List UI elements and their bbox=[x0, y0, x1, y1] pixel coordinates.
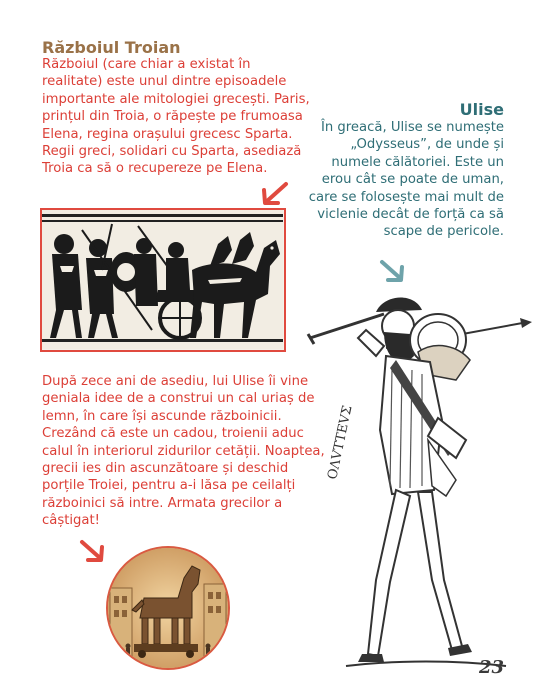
ulise-paragraph: În greacă, Ulise se numește „Odysseus”, de unde și numele călătoriei. Este un erou cât se poate de uman, care se folosește mai mult de viclenie decât de forță ca să scape de pericole. bbox=[308, 120, 504, 240]
troy-heading: Războiul Troian bbox=[42, 38, 181, 57]
teal-arrow-icon bbox=[378, 258, 408, 286]
page-number: 23 bbox=[478, 657, 504, 678]
hero-inscription: OΛVTTEVΣ bbox=[325, 404, 356, 481]
trojan-horse-image bbox=[106, 546, 230, 670]
trojan-horse-paragraph: După zece ani de asediu, lui Ulise îi vine geniala idee de a construi un cal uriaș de lemn, în care își ascunde războinicii. Crezând că este un cadou, troienii aduc calul în interiorul zidurilor cetății. Noaptea, grecii ies din ascunzătoare și deschid porțile Troiei, pentru a-i lăsa pe ceilalți războinici să intre. Armata grecilor a câștigat! bbox=[42, 374, 325, 529]
ulise-heading: Ulise bbox=[459, 100, 504, 119]
chariot-battle-image bbox=[40, 208, 286, 352]
red-arrow-icon-2 bbox=[78, 538, 108, 566]
ulise-figure-image bbox=[306, 290, 534, 678]
red-arrow-icon bbox=[258, 180, 292, 208]
troy-paragraph: Războiul (care chiar a existat în realitate) este unul dintre episoadele importante ale mitologiei grecești. Paris, prințul din Troia, o răpește pe frumoasa Elena, regina orașului grecesc Sparta. Regii greci, solidari cu Sparta, asediază Troia ca să o recupereze pe Elena. bbox=[42, 57, 310, 177]
